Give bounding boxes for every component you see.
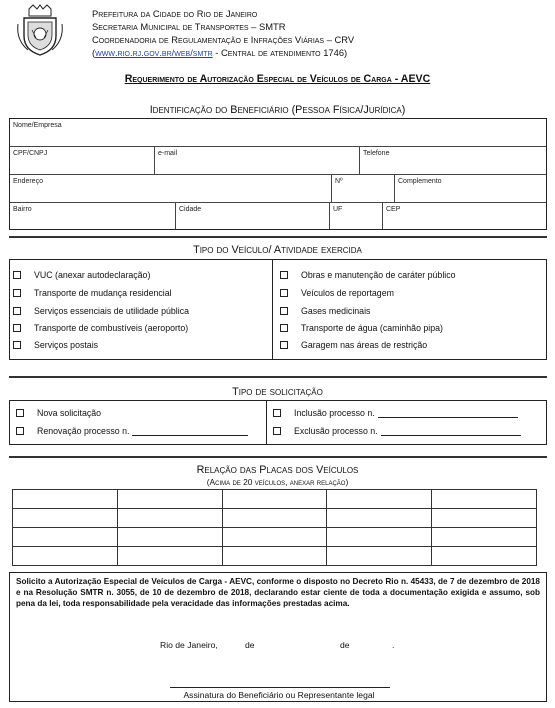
checkbox[interactable] — [273, 409, 281, 417]
letterhead — [10, 4, 550, 60]
plate-cell[interactable] — [117, 509, 222, 528]
plate-cell[interactable] — [222, 509, 327, 528]
bairro-field[interactable]: Bairro — [10, 203, 176, 229]
declaracao-box — [9, 572, 547, 702]
complemento-field[interactable]: Complemento — [395, 175, 546, 203]
cpf-field[interactable]: CPF/CNPJ — [10, 147, 155, 175]
table-row — [13, 509, 537, 528]
option-gases-medicinais[interactable]: Gases medicinais — [280, 306, 370, 316]
email-field[interactable]: e-mail — [155, 147, 360, 175]
checkbox[interactable] — [280, 289, 288, 297]
date-de-label: de — [340, 640, 350, 650]
signature-label: Assinatura do Beneficiário ou Representante legal — [183, 690, 375, 700]
solicitacao-options — [9, 400, 547, 445]
placas-table — [12, 489, 537, 566]
checkbox[interactable] — [13, 324, 21, 332]
checkbox[interactable] — [280, 341, 288, 349]
exclusao-processo-input[interactable] — [381, 427, 521, 436]
nome-field[interactable]: Nome/Empresa — [10, 119, 546, 147]
section-divider — [9, 236, 547, 238]
plate-cell[interactable] — [13, 547, 118, 566]
letterhead-text — [92, 7, 354, 59]
plate-cell[interactable] — [117, 528, 222, 547]
checkbox[interactable] — [280, 271, 288, 279]
option-renovacao[interactable]: Renovação processo n. — [16, 426, 248, 436]
plate-cell[interactable] — [222, 528, 327, 547]
section-title-veiculo: Tipo do Veículo/ Atividade exercida — [193, 244, 362, 256]
option-servicos-postais[interactable]: Serviços postais — [13, 340, 98, 350]
option-exclusao[interactable]: Exclusão processo n. — [273, 426, 521, 436]
table-row — [13, 528, 537, 547]
plate-cell[interactable] — [432, 547, 537, 566]
checkbox[interactable] — [13, 271, 21, 279]
renovacao-processo-input[interactable] — [132, 427, 248, 436]
page-title: Requerimento de Autorização Especial de Veículos de Carga - AEVC — [124, 73, 431, 85]
option-mudanca[interactable]: Transporte de mudança residencial — [13, 288, 172, 298]
placas-subtitle: (Acima de 20 veículos, anexar relação) — [206, 477, 349, 487]
plate-cell[interactable] — [327, 490, 432, 509]
declaracao-text: Solicito a Autorização Especial de Veículos de Carga - AEVC, conforme o disposto no Decreto Rio n. 45433, de 7 de dezembro de 2018 e na Resolução SMTR n. 3055, de 10 de dezembro de 2018, declarando estar ciente de toda a documentação exigida e assumo, sob pena da lei, toda responsabilidade pela veracidade das informações prestadas acima. — [16, 577, 540, 608]
table-row — [13, 490, 537, 509]
numero-field[interactable]: Nº — [332, 175, 395, 203]
option-reportagem[interactable]: Veículos de reportagem — [280, 288, 394, 298]
city-seal-icon — [16, 4, 64, 56]
option-nova-solicitacao[interactable]: Nova solicitação — [16, 408, 101, 418]
letterhead-line: Coordenadoria de Regulamentação e Infrações Viárias – CRV — [92, 34, 355, 45]
checkbox[interactable] — [280, 307, 288, 315]
checkbox[interactable] — [13, 341, 21, 349]
plate-cell[interactable] — [432, 509, 537, 528]
section-divider — [9, 376, 547, 378]
option-servicos-essenciais[interactable]: Serviços essenciais de utilidade pública — [13, 306, 189, 316]
plate-cell[interactable] — [222, 490, 327, 509]
uf-field[interactable]: UF — [330, 203, 383, 229]
signature-line[interactable] — [170, 687, 390, 688]
plate-cell[interactable] — [327, 547, 432, 566]
plate-cell[interactable] — [117, 547, 222, 566]
plate-cell[interactable] — [327, 509, 432, 528]
plate-cell[interactable] — [13, 509, 118, 528]
plate-cell[interactable] — [432, 490, 537, 509]
checkbox[interactable] — [16, 409, 24, 417]
letterhead-contact: (www.rio.rj.gov.br/web/smtr - Central de atendimento 1746) — [92, 47, 348, 58]
inclusao-processo-input[interactable] — [378, 409, 518, 418]
plate-cell[interactable] — [13, 528, 118, 547]
section-divider — [9, 456, 547, 458]
plate-cell[interactable] — [432, 528, 537, 547]
section-title-beneficiario: Identificação do Beneficiário (Pessoa Física/Jurídica) — [149, 104, 406, 116]
section-title-solicitacao: Tipo de solicitação — [232, 386, 323, 398]
checkbox[interactable] — [273, 427, 281, 435]
checkbox[interactable] — [13, 289, 21, 297]
date-period: . — [392, 640, 395, 650]
date-de-label: de — [245, 640, 255, 650]
checkbox[interactable] — [280, 324, 288, 332]
plate-cell[interactable] — [327, 528, 432, 547]
option-vuc[interactable]: VUC (anexar autodeclaração) — [13, 270, 150, 280]
checkbox[interactable] — [13, 307, 21, 315]
plate-cell[interactable] — [13, 490, 118, 509]
option-caminhao-pipa[interactable]: Transporte de água (caminhão pipa) — [280, 323, 443, 333]
cep-field[interactable]: CEP — [386, 206, 401, 213]
section-title-placas: Relação das Placas dos Veículos — [196, 464, 359, 476]
letterhead-line: Secretaria Municipal de Transportes – SMTR — [92, 21, 286, 32]
checkbox[interactable] — [16, 427, 24, 435]
plate-cell[interactable] — [117, 490, 222, 509]
table-row — [13, 547, 537, 566]
smtr-website-link[interactable]: www.rio.rj.gov.br/web/smtr — [95, 47, 213, 58]
letterhead-line: Prefeitura da Cidade do Rio de Janeiro — [92, 8, 258, 19]
cidade-field[interactable]: Cidade — [176, 203, 330, 229]
option-obras[interactable]: Obras e manutenção de caráter público — [280, 270, 456, 280]
local-label: Rio de Janeiro, — [160, 640, 218, 650]
endereco-field[interactable]: Endereço — [10, 175, 332, 203]
option-combustiveis[interactable]: Transporte de combustíveis (aeroporto) — [13, 323, 188, 333]
telefone-field[interactable]: Telefone — [360, 147, 546, 175]
option-garagem[interactable]: Garagem nas áreas de restrição — [280, 340, 427, 350]
plate-cell[interactable] — [222, 547, 327, 566]
beneficiario-form — [9, 118, 547, 230]
option-inclusao[interactable]: Inclusão processo n. — [273, 408, 518, 418]
